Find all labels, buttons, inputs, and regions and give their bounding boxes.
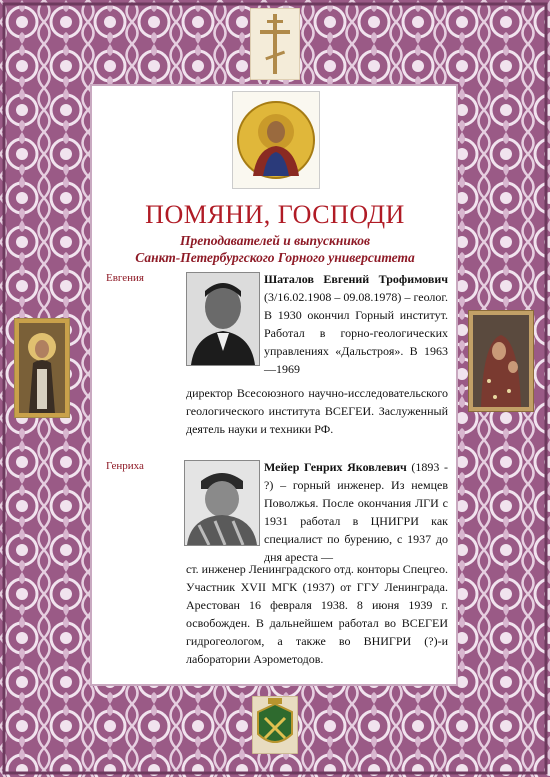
bio-text: (3/16.02.1908 – 09.08.1978) – геолог. В 1930 окончил Горный институт. Работал в горно-геологических управлениях «Дальстроя». В 1963—1969	[264, 290, 448, 376]
saint-icon	[14, 318, 70, 418]
page-subtitle	[92, 232, 458, 266]
subtitle-line-1: Преподавателей и выпускников	[180, 233, 370, 248]
christ-pantocrator-icon	[232, 91, 320, 189]
theotokos-icon	[468, 310, 534, 412]
person-name: Мейер Генрих Яковлевич	[264, 460, 407, 474]
entry-bio-bottom: ст. инженер Ленинградского отд. конторы Спецгео. Участник XVII МГК (1937) от ГГУ Ленинграда. Арестован 16 февраля 1938. 8 июня 1939 г. освобожден. В дальнейшем работал во ВСЕГЕИ гидрогеологом, а также во ВНИГРИ (?)-и лаборатории Аэрометодов.	[186, 562, 448, 666]
entry-bio-bottom: директор Всесоюзного научно-исследовательского геологического института ВСЕГЕИ. Заслуженный деятель науки и техники РФ.	[186, 386, 448, 436]
entry-bio-top	[264, 458, 448, 566]
mining-university-emblem-icon	[252, 696, 298, 754]
portrait-photo	[186, 272, 260, 366]
page-title: ПОМЯНИ, ГОСПОДИ	[145, 200, 405, 229]
commemoration-name: Евгения	[106, 272, 144, 284]
entry-bio-top	[264, 270, 448, 378]
commemoration-name: Генриха	[106, 460, 144, 472]
person-name: Шаталов Евгений Трофимович	[264, 272, 448, 286]
subtitle-line-2: Санкт-Петербургского Горного университета	[135, 250, 415, 265]
portrait-photo	[184, 460, 260, 546]
bio-text: (1893 - ?) – горный инженер. Из немцев Поволжья. После окончания ЛГИ с 1931 работал в ЦНИГРИ как специалист по бурению, с 1937 до дня ареста —	[264, 460, 448, 564]
orthodox-cross-icon	[250, 8, 300, 80]
